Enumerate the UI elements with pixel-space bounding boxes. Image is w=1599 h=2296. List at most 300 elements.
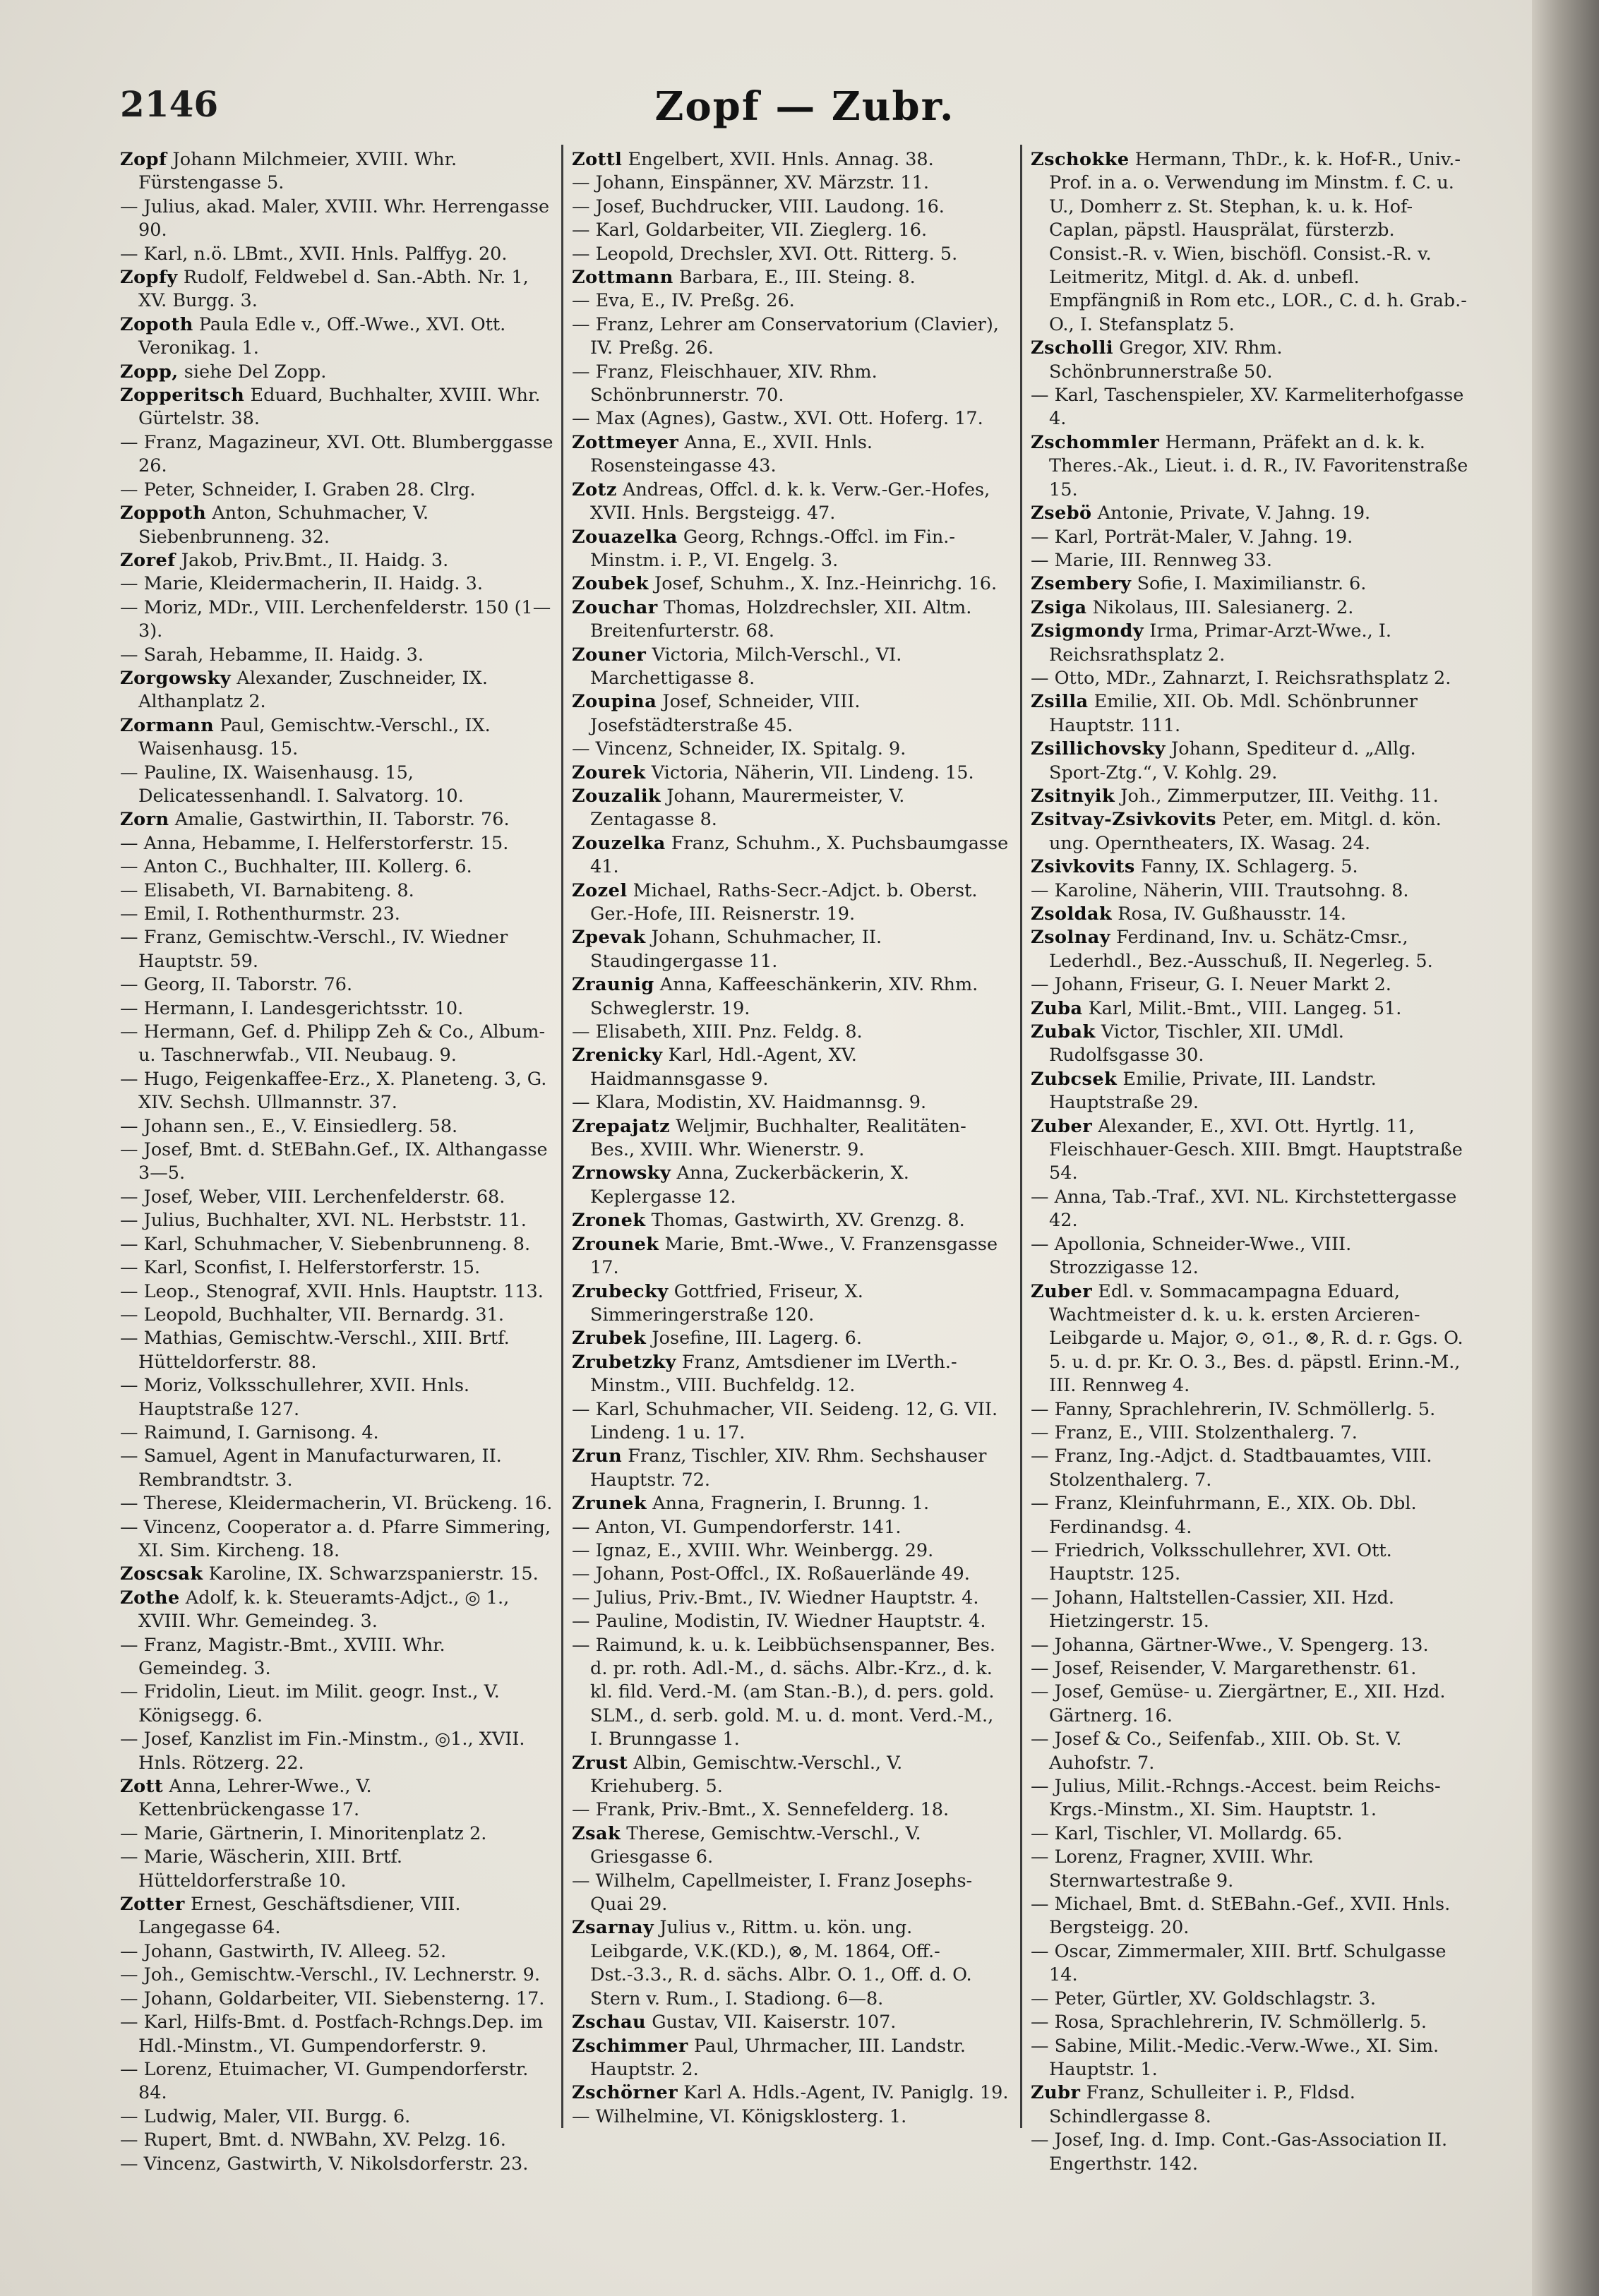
directory-entry (120, 1445, 558, 1492)
entry-text: Engelbert, XVII. Hnls. Annag. 38. (622, 149, 934, 170)
entry-text: — Oscar, Zimmermaler, XIII. Brtf. Schulgasse 14. (1031, 1940, 1447, 1986)
entry-text: Franz, Schulleiter i. P., Fldsd. Schindlergasse 8. (1049, 2082, 1355, 2127)
entry-text: — Raimund, I. Garnisong. 4. (120, 1422, 379, 1443)
column-2 (572, 148, 1010, 2195)
entry-text: — Franz, Magazineur, XVI. Ott. Blumberggasse 26. (120, 431, 553, 477)
entry-text: — Johann sen., E., V. Einsiedlerg. 58. (120, 1115, 458, 1137)
entry-surname: Zoscsak (120, 1563, 203, 1585)
entry-surname: Zourek (572, 762, 646, 783)
directory-entry (572, 361, 1010, 408)
directory-entry (572, 1492, 1010, 1515)
directory-entry (120, 196, 558, 243)
entry-text: Peter, em. Mitgl. d. kön. ung. Opernthеaters, IX. Wasag. 24. (1049, 809, 1442, 854)
directory-entry (572, 243, 1010, 266)
entry-text: Alexander, Zuschneider, IX. Althanplatz 2. (138, 667, 488, 713)
directory-entry (572, 1115, 1010, 1162)
entry-surname: Zrubecky (572, 1280, 669, 1302)
entry-surname: Zouner (572, 644, 647, 666)
entry-text: — Hermann, I. Landesgerichtsstr. 10. (120, 997, 464, 1019)
entry-surname: Zopfy (120, 267, 178, 289)
entry-surname: Zottmann (572, 267, 673, 289)
entry-text: Hermann, Präfekt an d. k. k. Theres.-Ak., Lieut. i. d. R., IV. Favoritenstraße 15. (1049, 431, 1468, 500)
entry-surname: Zorn (120, 809, 169, 831)
directory-entry (1031, 926, 1468, 973)
entry-text: Andreas, Offcl. d. k. k. Verw.-Ger.-Hofes, XVII. Hnls. Bergsteigg. 47. (590, 479, 990, 524)
entry-text: — Otto, MDr., Zahnarzt, I. Reichsrathsplatz 2. (1031, 667, 1451, 689)
directory-entry (1031, 973, 1468, 997)
entry-text: — Josef, Buchdrucker, VIII. Laudong. 16. (572, 196, 945, 217)
entry-text: — Pauline, IX. Waisenhausg. 15, Delicatessenhandl. I. Salvatorg. 10. (120, 762, 464, 807)
entry-surname: Zsillichovsky (1031, 738, 1166, 760)
entry-text: — Fridolin, Lieut. im Milit. geogr. Inst., V. Königsegg. 6. (120, 1681, 500, 1726)
directory-entry (1031, 1280, 1468, 1398)
entry-surname: Zschommler (1031, 431, 1160, 453)
directory-entry (572, 2081, 1010, 2105)
entry-text: — Leop., Stenograf, XVII. Hnls. Hauptstr. 113. (120, 1280, 544, 1302)
directory-entry (120, 926, 558, 973)
entry-text: — Johann, Einspänner, XV. Märzstr. 11. (572, 172, 929, 194)
entry-text: — Raimund, k. u. k. Leibbüchsenspanner, Bes. d. pr. roth. Adl.-M., d. sächs. Albr.-Krz., d. k. kl. fild. Verd.-M. (am Stan.-B.), d. pers. gold. SLM., d. serb. gold. M. u. d. mont. Verd.-M., I. Brunngasse 1. (572, 1634, 995, 1750)
directory-entry (1031, 690, 1468, 738)
directory-entry (120, 1233, 558, 1256)
directory-entry (120, 1280, 558, 1304)
column-3 (1031, 148, 1468, 2195)
page-edge-shadow (1532, 0, 1599, 2296)
entry-text: — Josef & Co., Seifenfab., XIII. Ob. St. V. Auhofstr. 7. (1031, 1729, 1402, 1774)
directory-entry (1031, 785, 1468, 808)
entry-surname: Zsembery (1031, 573, 1132, 595)
entry-text: Fanny, IX. Schlagerg. 5. (1134, 856, 1358, 878)
directory-entry (120, 313, 558, 361)
entry-text: Karl A. Hdls.-Agent, IV. Paniglg. 19. (678, 2082, 1009, 2104)
directory-entry (120, 479, 558, 502)
entry-text: Paul, Gemischtw.-Verschl., IX. Waisenhausg. 15. (138, 714, 491, 760)
directory-entry (572, 1610, 1010, 1633)
entry-text: — Karl, n.ö. LBmt., XVII. Hnls. Palffyg. 20. (120, 243, 508, 265)
entry-surname: Zozel (572, 879, 628, 901)
entry-text: — Moriz, Volksschullehrer, XVII. Hnls. Hauptstraße 127. (120, 1375, 470, 1420)
directory-entry (572, 1539, 1010, 1563)
entry-surname: Zott (120, 1776, 164, 1798)
entry-text: — Josef, Ing. d. Imp. Cont.-Gas-Association II. Engerthstr. 142. (1031, 2129, 1448, 2175)
directory-entry (120, 1775, 558, 1822)
entry-text: — Leopold, Drechsler, XVI. Ott. Ritterg. 5. (572, 243, 958, 265)
running-head: Zopf — Zubr. (654, 83, 955, 130)
entry-text: Nikolaus, III. Salesianerg. 2. (1086, 596, 1354, 618)
directory-entry (572, 1822, 1010, 1870)
entry-text: Albin, Gemischtw.-Verschl., V. Kriehuberg. 5. (590, 1752, 903, 1798)
entry-surname: Zsak (572, 1822, 621, 1844)
directory-entry (1031, 1539, 1468, 1587)
entry-surname: Zouzalik (572, 785, 661, 807)
directory-entry (120, 148, 558, 196)
directory-entry (1031, 1634, 1468, 1657)
entry-text: — Josef, Bmt. d. StEBahn.Gef., IX. Althangasse 3—5. (120, 1139, 548, 1184)
entry-text: — Franz, Gemischtw.-Verschl., IV. Wiedner Hauptstr. 59. (120, 927, 508, 972)
directory-entry (572, 1752, 1010, 1799)
directory-entry (120, 1304, 558, 1327)
entry-text: Franz, Tischler, XIV. Rhm. Sechshauser Hauptstr. 72. (590, 1445, 987, 1491)
entry-surname: Zormann (120, 714, 215, 736)
entry-text: — Johann, Haltstellen-Cassier, XII. Hzd. Hietzingerstr. 15. (1031, 1587, 1394, 1633)
directory-entry (572, 266, 1010, 289)
directory-entry (1031, 596, 1468, 620)
entry-surname: Zsiga (1031, 596, 1087, 618)
entry-text: Josef, Schuhm., X. Inz.-Heinrichg. 16. (648, 573, 998, 595)
entry-surname: Zsebö (1031, 503, 1092, 524)
directory-entry (572, 1044, 1010, 1091)
entry-surname: Zrubetzky (572, 1351, 676, 1373)
entry-text: — Karoline, Näherin, VIII. Trautsohng. 8. (1031, 879, 1409, 901)
directory-entry (120, 1988, 558, 2011)
entry-text: Amalie, Gastwirthin, II. Taborstr. 76. (169, 809, 510, 831)
directory-entry (120, 1422, 558, 1445)
directory-entry (1031, 431, 1468, 502)
entry-surname: Zraunig (572, 974, 654, 996)
directory-entry (572, 148, 1010, 172)
directory-entry (1031, 384, 1468, 431)
entry-text: Emilie, Private, III. Landstr. Hauptstraße 29. (1049, 1068, 1377, 1114)
entry-text: — Wilhelmine, VI. Königsklosterg. 1. (572, 2105, 907, 2127)
entry-text: siehe Del Zopp. (178, 361, 327, 383)
directory-entry (572, 2105, 1010, 2129)
entry-text: Julius v., Rittm. u. kön. ung. Leibgarde, V.K.(KD.), ⊗, M. 1864, Off.-Dst.-3.3., R. d. sächs. Albr. O. 1., Off. d. O. Stern v. Rum., I. Stadiong. 6—8. (590, 1917, 972, 2009)
directory-entry (572, 313, 1010, 361)
entry-text: — Julius, Priv.-Bmt., IV. Wiedner Hauptstr. 4. (572, 1587, 979, 1609)
page-header (120, 83, 1490, 140)
directory-entry (120, 1964, 558, 1987)
directory-entry (120, 1728, 558, 1775)
directory-entry (572, 1209, 1010, 1232)
directory-entry (120, 431, 558, 479)
entry-surname: Zsigmondy (1031, 620, 1144, 642)
entry-text: — Ignaz, E., XVIII. Whr. Weinbergg. 29. (572, 1539, 934, 1561)
entry-surname: Zsitvay-Zsivkovits (1031, 809, 1216, 831)
directory-entry (120, 243, 558, 266)
directory-entry (572, 172, 1010, 195)
entry-text: Johann, Maurermeister, V. Zentagasse 8. (590, 785, 905, 831)
entry-surname: Zoppoth (120, 503, 207, 524)
directory-entry (1031, 1115, 1468, 1186)
entry-surname: Zsitnyik (1031, 785, 1115, 807)
directory-entry (1031, 1422, 1468, 1445)
entry-text: Marie, Bmt.-Wwe., V. Franzensgasse 17. (590, 1233, 998, 1279)
entry-text: Victor, Tischler, XII. UMdl. Rudolfsgasse 30. (1049, 1021, 1344, 1066)
entry-text: — Johann, Post-Offcl., IX. Roßauerlände 49. (572, 1563, 970, 1585)
entry-text: — Anna, Tab.-Traf., XVI. NL. Kirchstettergasse 42. (1031, 1186, 1457, 1232)
entry-surname: Zuba (1031, 997, 1083, 1019)
entry-text: — Josef, Kanzlist im Fin.-Minstm., ◎1., XVII. Hnls. Rötzerg. 22. (120, 1729, 525, 1774)
entry-text: Karl, Milit.-Bmt., VIII. Langeg. 51. (1082, 997, 1402, 1019)
entry-text: — Apollonia, Schneider-Wwe., VIII. Strozzigasse 12. (1031, 1233, 1352, 1279)
directory-entry (572, 738, 1010, 761)
entry-text: Therese, Gemischtw.-Verschl., V. Griesgasse 6. (590, 1822, 921, 1868)
entry-surname: Zschokke (1031, 149, 1130, 170)
directory-entry (1031, 2011, 1468, 2034)
entry-text: Paula Edle v., Off.-Wwe., XVI. Ott. Veronikag. 1. (138, 313, 506, 359)
directory-entry (1031, 2035, 1468, 2082)
entry-surname: Zuber (1031, 1115, 1093, 1137)
directory-entry (572, 1563, 1010, 1586)
entry-surname: Zsilla (1031, 691, 1089, 713)
entry-text: — Marie, Gärtnerin, I. Minoritenplatz 2. (120, 1822, 487, 1844)
entry-text: Georg, Rchngs.-Offcl. im Fin.-Minstm. i. P., VI. Engelg. 3. (590, 526, 955, 571)
directory-entry (572, 289, 1010, 313)
directory-entry (1031, 1233, 1468, 1280)
entry-text: Jakob, Priv.Bmt., II. Haidg. 3. (175, 549, 449, 571)
directory-entry (120, 1516, 558, 1563)
directory-entry (120, 1374, 558, 1422)
entry-surname: Zouazelka (572, 526, 678, 548)
directory-entry (572, 1280, 1010, 1328)
entry-text: — Karl, Sconfist, I. Helferstorferstr. 15. (120, 1257, 481, 1279)
directory-entry (1031, 502, 1468, 525)
directory-entry (120, 1021, 558, 1068)
entry-text: — Julius, Buchhalter, XVI. NL. Herbststr. 11. (120, 1210, 527, 1232)
entry-surname: Zoubek (572, 573, 649, 595)
entry-surname: Zopperitsch (120, 385, 245, 407)
entry-text: Emilie, XII. Ob. Mdl. Schönbrunner Hauptstr. 111. (1049, 691, 1418, 736)
entry-surname: Zubcsek (1031, 1068, 1118, 1090)
entry-text: Adolf, k. k. Steueramts-Adjct., ◎ 1., XVIII. Whr. Gemeindeg. 3. (138, 1587, 510, 1633)
directory-entry (120, 644, 558, 667)
directory-entry (572, 2035, 1010, 2082)
entry-text: — Elisabeth, VI. Barnabiteng. 8. (120, 879, 414, 901)
entry-text: — Franz, Fleischhauer, XIV. Rhm. Schönbrunnerstr. 70. (572, 361, 878, 407)
directory-entry (572, 1233, 1010, 1280)
directory-entry (120, 1256, 558, 1280)
directory-entry (120, 667, 558, 714)
directory-entry (572, 1587, 1010, 1610)
entry-text: Franz, Schuhm., X. Puchsbaumgasse 41. (590, 832, 1009, 878)
directory-entry (120, 879, 558, 903)
entry-text: — Leopold, Buchhalter, VII. Bernardg. 31. (120, 1304, 504, 1326)
directory-entry (120, 2105, 558, 2129)
directory-entry (572, 407, 1010, 431)
directory-entry (572, 762, 1010, 785)
entry-text: — Klara, Modistin, XV. Haidmannsg. 9. (572, 1092, 927, 1114)
directory-entry (1031, 572, 1468, 596)
directory-entry (572, 1327, 1010, 1350)
entry-text: — Johann, Friseur, G. I. Neuer Markt 2. (1031, 974, 1391, 996)
directory-entry (572, 926, 1010, 973)
directory-entry (572, 1445, 1010, 1492)
entry-text: — Lorenz, Etuimacher, VI. Gumpendorferstr. 84. (120, 2058, 529, 2104)
entry-text: Anna, E., XVII. Hnls. Rosensteingasse 43. (590, 431, 873, 477)
entry-text: Paul, Uhrmacher, III. Landstr. Hauptstr. 2. (590, 2035, 966, 2080)
directory-entry (1031, 808, 1468, 855)
directory-entry (572, 1798, 1010, 1822)
entry-surname: Zschau (572, 2012, 647, 2033)
directory-entry (1031, 148, 1468, 337)
entry-surname: Zschimmer (572, 2035, 688, 2057)
entry-text: — Karl, Schuhmacher, VII. Seideng. 12, G. VII. Lindeng. 1 u. 17. (572, 1398, 998, 1443)
directory-entry (1031, 1822, 1468, 1846)
directory-entry (572, 1634, 1010, 1752)
entry-text: — Johann, Goldarbeiter, VII. Siebensterng. 17. (120, 1988, 545, 2009)
directory-entry (572, 879, 1010, 927)
entry-text: — Elisabeth, XIII. Pnz. Feldg. 8. (572, 1021, 863, 1043)
entry-text: — Frank, Priv.-Bmt., X. Sennefelderg. 18. (572, 1799, 950, 1821)
entry-text: Alexander, E., XVI. Ott. Hyrtlg. 11, Fleischhauer-Gesch. XIII. Bmgt. Hauptstraße 54. (1049, 1115, 1463, 1184)
directory-entry (1031, 1846, 1468, 1893)
entry-text: — Anton, VI. Gumpendorferstr. 141. (572, 1516, 902, 1538)
directory-entry (572, 644, 1010, 691)
directory-entry (572, 2011, 1010, 2034)
entry-surname: Zrenicky (572, 1045, 663, 1066)
entry-surname: Zsolnay (1031, 927, 1111, 949)
entry-text: Josef, Schneider, VIII. Josefstädterstraße 45. (590, 691, 861, 736)
directory-entry (572, 1916, 1010, 2011)
directory-entry (1031, 1492, 1468, 1539)
entry-text: — Therese, Kleidermacherin, VI. Brückeng. 16. (120, 1493, 553, 1515)
entry-surname: Zrubek (572, 1328, 647, 1350)
entry-text: — Josef, Reisender, V. Margarethenstr. 61. (1031, 1658, 1417, 1679)
entry-text: Victoria, Näherin, VII. Lindeng. 15. (645, 762, 974, 783)
entry-text: Ferdinand, Inv. u. Schätz-Cmsr., Lederhdl., Bez.-Ausschuß, II. Negerleg. 5. (1049, 927, 1433, 972)
directory-entry (1031, 903, 1468, 926)
entry-surname: Zrust (572, 1752, 628, 1774)
entry-text: Johann Milchmeier, XVIII. Whr. Fürstengasse 5. (138, 149, 457, 194)
column-1 (120, 148, 558, 2195)
entry-text: — Samuel, Agent in Manufacturwaren, II. Rembrandtstr. 3. (120, 1445, 502, 1491)
column-rule (561, 145, 563, 2128)
entry-text: — Franz, Ing.-Adjct. d. Stadtbauamtes, VIII. Stolzenthalerg. 7. (1031, 1445, 1432, 1491)
entry-text: — Joh., Gemischtw.-Verschl., IV. Lechnerstr. 9. (120, 1964, 540, 1986)
directory-entry (120, 502, 558, 549)
directory-entry (572, 431, 1010, 479)
entry-text: — Wilhelm, Capellmeister, I. Franz Josephs-Quai 29. (572, 1870, 973, 1916)
entry-text: Weljmir, Buchhalter, Realitäten-Bes., XVIII. Whr. Wienerstr. 9. (590, 1115, 966, 1161)
entry-text: Victoria, Milch-Verschl., VI. Marchettigasse 8. (590, 644, 902, 689)
directory-entry (572, 1162, 1010, 1209)
entry-text: — Emil, I. Rothenthurmstr. 23. (120, 903, 400, 925)
entry-text: — Pauline, Modistin, IV. Wiedner Hauptstr. 4. (572, 1611, 986, 1633)
entry-text: Antonie, Private, V. Jahng. 19. (1091, 503, 1371, 524)
directory-entry (120, 1940, 558, 1964)
entry-surname: Zpevak (572, 927, 646, 949)
directory-entry (572, 1091, 1010, 1114)
entry-text: — Johann, Gastwirth, IV. Alleeg. 52. (120, 1940, 447, 1962)
page-number: 2146 (120, 83, 219, 125)
directory-entry (1031, 855, 1468, 879)
directory-entry (120, 1563, 558, 1586)
entry-surname: Zscholli (1031, 337, 1114, 359)
entry-surname: Zouchar (572, 596, 658, 618)
directory-entry (572, 572, 1010, 596)
entry-text: — Anna, Hebamme, I. Helferstorferstr. 15. (120, 832, 509, 854)
entry-surname: Zrunek (572, 1493, 647, 1515)
directory-entry (1031, 1940, 1468, 1988)
directory-entry (1031, 526, 1468, 549)
directory-entry (1031, 1728, 1468, 1775)
directory-entry (1031, 620, 1468, 667)
entry-text: — Max (Agnes), Gastw., XVI. Ott. Hoferg. 17. (572, 408, 983, 430)
entry-text: Edl. v. Sommacampagna Eduard, Wachtmeister d. k. u. k. ersten Arcieren-Leibgarde u. Major, ⊙, ⊙1., ⊗, R. d. r. Ggs. O. 5. u. d. pr. Kr. O. 3., Bes. d. päpstl. Erinn.-M., III. Rennweg 4. (1049, 1280, 1463, 1397)
directory-entry (1031, 1893, 1468, 1940)
entry-surname: Zotter (120, 1894, 185, 1916)
directory-entry (120, 1209, 558, 1232)
directory-entry (120, 832, 558, 855)
entry-text: — Peter, Gürtler, XV. Goldschlagstr. 3. (1031, 1988, 1376, 2009)
entry-text: — Vincenz, Gastwirth, V. Nikolsdorferstr. 23. (120, 2153, 529, 2175)
entry-text: Gregor, XIV. Rhm. Schönbrunnerstraße 50. (1049, 337, 1283, 383)
entry-surname: Zotz (572, 479, 617, 500)
entry-text: — Moriz, MDr., VIII. Lerchenfelderstr. 150 (1—3). (120, 596, 551, 642)
entry-text: — Karl, Goldarbeiter, VII. Zieglerg. 16. (572, 220, 928, 241)
entry-text: — Josef, Gemüse- u. Ziergärtner, E., XII. Hzd. Gärtnerg. 16. (1031, 1681, 1446, 1726)
entry-surname: Zopf (120, 149, 167, 170)
directory-entry (572, 1398, 1010, 1445)
entry-surname: Zouzelka (572, 832, 666, 854)
entry-text: Johann, Schuhmacher, II. Staudingergasse 11. (590, 927, 882, 972)
directory-entry (572, 785, 1010, 832)
directory-entry (120, 1681, 558, 1728)
directory-entry (1031, 1587, 1468, 1634)
directory-entry (120, 903, 558, 926)
entry-text: Rosa, IV. Gußhausstr. 14. (1112, 903, 1347, 925)
entry-text: Thomas, Holzdrechsler, XII. Altm. Breitenfurterstr. 68. (590, 596, 972, 642)
directory-entry (120, 2153, 558, 2176)
directory-entry (120, 2129, 558, 2152)
entry-text: — Karl, Taschenspieler, XV. Karmeliterhofgasse 4. (1031, 385, 1464, 430)
entry-text: Franz, Amtsdiener im LVerth.-Minstm., VIII. Buchfeldg. 12. (590, 1351, 957, 1397)
entry-surname: Zsarnay (572, 1917, 654, 1939)
entry-text: Anna, Kaffeeschänkerin, XIV. Rhm. Schweglerstr. 19. (590, 974, 978, 1019)
entry-surname: Zrepajatz (572, 1115, 671, 1137)
entry-text: Anna, Zuckerbäckerin, X. Keplergasse 12. (590, 1162, 909, 1208)
directory-entry (120, 361, 558, 384)
directory-entry (572, 596, 1010, 644)
directory-entry (120, 762, 558, 809)
entry-text: Karoline, IX. Schwarzspanierstr. 15. (203, 1563, 539, 1585)
directory-entry (120, 1846, 558, 1893)
directory-entry (120, 808, 558, 831)
entry-surname: Zuber (1031, 1280, 1093, 1302)
directory-entry (1031, 337, 1468, 384)
directory-entry (1031, 1186, 1468, 1233)
entry-surname: Zrun (572, 1445, 623, 1467)
directory-entry (120, 1587, 558, 1634)
entry-text: Barbara, E., III. Steing. 8. (673, 267, 916, 289)
directory-entry (120, 266, 558, 313)
entry-text: — Marie, III. Rennweg 33. (1031, 549, 1273, 571)
entry-text: — Michael, Bmt. d. StEBahn.-Gef., XVII. Hnls. Bergsteigg. 20. (1031, 1894, 1451, 1939)
directory-entry (1031, 2129, 1468, 2176)
entry-text: — Georg, II. Taborstr. 76. (120, 974, 353, 996)
entry-text: Thomas, Gastwirth, XV. Grenzg. 8. (645, 1210, 965, 1232)
directory-entry (120, 714, 558, 762)
entry-surname: Zsivkovits (1031, 856, 1135, 878)
entry-text: Josefine, III. Lagerg. 6. (646, 1328, 862, 1350)
directory-entry (572, 832, 1010, 879)
entry-surname: Zrounek (572, 1233, 659, 1255)
entry-text: Michael, Raths-Secr.-Adjct. b. Oberst. Ger.-Hofe, III. Reisnerstr. 19. (590, 879, 978, 925)
entry-text: — Franz, E., VIII. Stolzenthalerg. 7. (1031, 1422, 1358, 1443)
entry-text: — Marie, Kleidermacherin, II. Haidg. 3. (120, 573, 483, 595)
entry-text: Irma, Primar-Arzt-Wwe., I. Reichsrathsplatz 2. (1049, 620, 1391, 666)
entry-surname: Zubr (1031, 2082, 1081, 2104)
entry-text: — Anton C., Buchhalter, III. Kollerg. 6. (120, 856, 472, 878)
directory-entry (120, 384, 558, 431)
entry-surname: Zubak (1031, 1021, 1096, 1043)
entry-surname: Zorgowsky (120, 667, 232, 689)
entry-text: — Hugo, Feigenkaffee-Erz., X. Planeteng. 3, G. XIV. Sechsh. Ullmannstr. 37. (120, 1068, 547, 1114)
directory-entry (1031, 738, 1468, 785)
entry-text: — Peter, Schneider, I. Graben 28. Clrg. (120, 479, 476, 500)
directory-entry (1031, 1445, 1468, 1492)
directory-entry (1031, 549, 1468, 572)
